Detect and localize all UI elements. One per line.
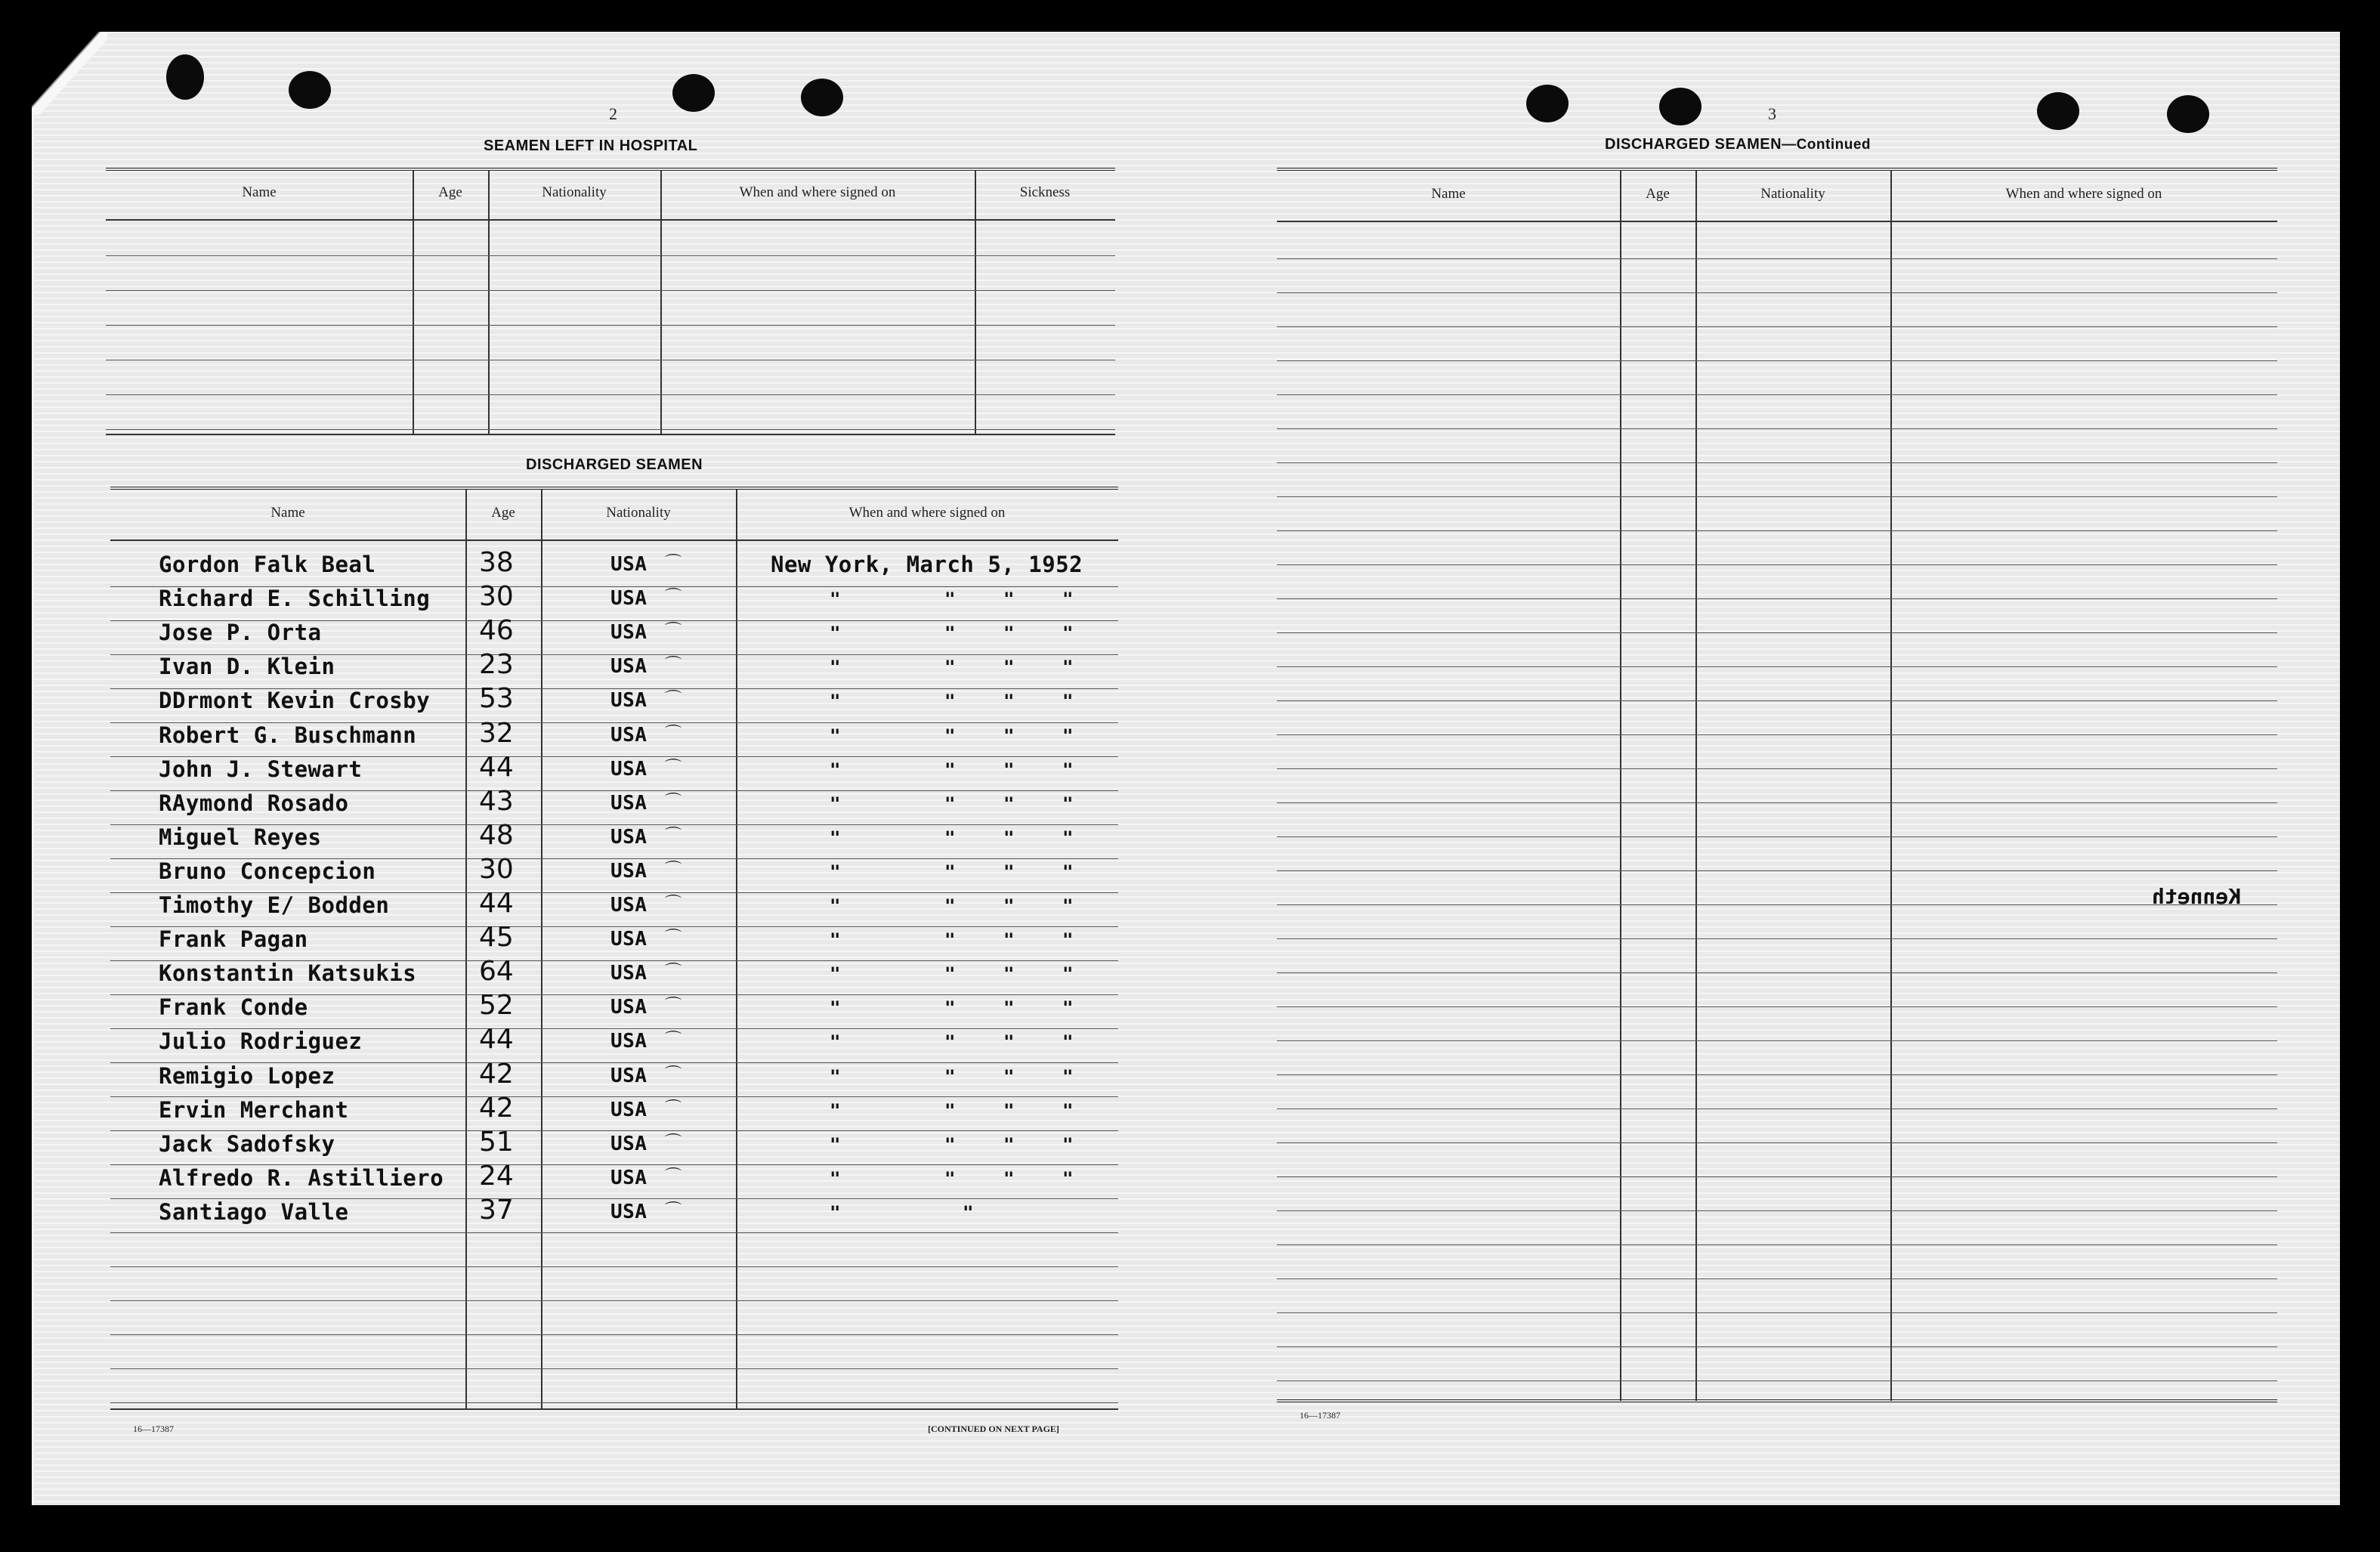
right-row-line (1277, 1346, 2277, 1347)
right-row-line (1277, 292, 2277, 293)
ditto-mark: " (944, 929, 956, 951)
seaman-nationality: USA (610, 1098, 648, 1121)
discharged-col-signed-on: When and where signed on (848, 505, 1006, 521)
ditto-mark: " (830, 1099, 841, 1121)
seaman-age: 44 (479, 888, 514, 919)
ditto-mark: " (830, 1167, 841, 1189)
seaman-nationality: USA (610, 1200, 648, 1223)
ditto-mark: " (1003, 1099, 1015, 1121)
check-mark: ⌒ (665, 792, 682, 812)
punch-hole (289, 71, 331, 109)
right-row-line (1277, 632, 2277, 633)
ditto-mark: " (944, 1167, 956, 1189)
seaman-nationality: USA (610, 723, 648, 747)
seaman-age: 23 (479, 649, 514, 681)
seaman-age: 30 (479, 853, 514, 885)
ditto-mark: " (944, 963, 956, 985)
right-page-number: 3 (1768, 104, 1776, 123)
seaman-name: Robert G. Buschmann (159, 722, 417, 748)
check-mark: ⌒ (665, 724, 682, 744)
check-mark: ⌒ (665, 1201, 682, 1220)
right-row-line (1277, 496, 2277, 497)
left-form-number: 16—17387 (133, 1424, 174, 1434)
check-mark: ⌒ (665, 929, 682, 948)
right-row-line (1277, 598, 2277, 599)
discharged-row-line (110, 1402, 1118, 1403)
ditto-mark: " (1003, 759, 1015, 781)
ditto-mark: " (830, 657, 841, 679)
ditto-mark: " (944, 1099, 956, 1121)
right-row-line (1277, 360, 2277, 361)
seaman-name: Frank Pagan (159, 926, 308, 953)
right-row-line (1277, 700, 2277, 701)
seaman-nationality: USA (610, 689, 648, 713)
right-row-line (1277, 326, 2277, 327)
right-row-line (1277, 394, 2277, 395)
hospital-col-nationality: Nationality (542, 184, 607, 200)
discharged-col-nationality: Nationality (606, 505, 671, 521)
right-row-line (1277, 666, 2277, 667)
check-mark: ⌒ (665, 1031, 682, 1050)
ditto-mark: " (1003, 793, 1015, 815)
seaman-name: RAymond Rosado (159, 790, 349, 816)
check-mark: ⌒ (665, 1099, 682, 1118)
ditto-mark: " (830, 793, 841, 815)
ditto-mark: " (1062, 623, 1074, 645)
ditto-mark: " (1003, 861, 1015, 883)
ditto-mark: " (830, 1031, 841, 1053)
ditto-mark: " (1003, 1133, 1015, 1155)
right-row-line (1277, 1142, 2277, 1143)
right-row-line (1277, 734, 2277, 735)
check-mark: ⌒ (665, 1167, 682, 1186)
seaman-nationality: USA (610, 859, 648, 883)
right-row-line (1277, 1074, 2277, 1075)
ditto-mark: " (1003, 963, 1015, 985)
seaman-age: 30 (479, 581, 514, 613)
ditto-mark: " (1062, 861, 1074, 883)
seaman-name: DDrmont Kevin Crosby (159, 688, 431, 714)
right-title (1605, 136, 1871, 153)
ditto-mark: " (1003, 1031, 1015, 1053)
hospital-row-line (106, 429, 1115, 430)
seaman-name: Richard E. Schilling (159, 586, 431, 612)
ditto-mark: " (830, 963, 841, 985)
seaman-nationality: USA (610, 587, 648, 611)
ditto-mark: " (944, 1031, 956, 1053)
punch-hole (2167, 95, 2209, 133)
right-bottom-rule (1277, 1399, 2277, 1402)
punch-hole (166, 54, 204, 100)
seaman-age: 64 (479, 956, 514, 988)
hospital-row-line (106, 255, 1115, 256)
ditto-mark: " (944, 759, 956, 781)
ditto-mark: " (944, 1133, 956, 1155)
seaman-nationality: USA (610, 621, 648, 645)
seaman-age: 48 (479, 819, 514, 851)
seaman-age: 37 (479, 1194, 514, 1226)
seaman-name: Julio Rodriguez (159, 1028, 363, 1055)
ditto-mark: " (1062, 1167, 1074, 1189)
seaman-age: 52 (479, 990, 514, 1022)
ditto-mark: " (1003, 623, 1015, 645)
check-mark: ⌒ (665, 622, 682, 642)
seaman-name: John J. Stewart (159, 756, 363, 782)
discharged-col-name: Name (270, 505, 305, 521)
seaman-age: 24 (479, 1160, 514, 1192)
seaman-name: Frank Conde (159, 994, 308, 1021)
right-header-rule (1277, 221, 2277, 222)
punch-hole (1659, 88, 1702, 125)
seaman-nationality: USA (610, 894, 648, 917)
ditto-mark: " (830, 895, 841, 917)
right-row-line (1277, 836, 2277, 837)
ditto-mark: " (830, 1065, 841, 1087)
discharged-col-age: Age (491, 505, 515, 521)
right-col-divider (1695, 171, 1697, 1401)
folded-corner (32, 32, 107, 115)
ditto-mark: " (1003, 997, 1015, 1019)
seaman-age: 46 (479, 615, 514, 647)
ditto-mark: " (1062, 929, 1074, 951)
ditto-mark: " (1062, 725, 1074, 747)
punch-hole (2037, 92, 2079, 130)
hospital-col-name: Name (242, 184, 277, 200)
right-row-line (1277, 1108, 2277, 1109)
seaman-nationality: USA (610, 1166, 648, 1189)
hospital-col-sickness: Sickness (1019, 184, 1071, 200)
ditto-mark: " (830, 725, 841, 747)
discharged-bottom-rule (110, 1408, 1118, 1410)
ditto-mark: " (830, 759, 841, 781)
ditto-mark: " (1062, 759, 1074, 781)
right-row-line (1277, 1278, 2277, 1279)
seaman-name: Timothy E/ Bodden (159, 892, 390, 918)
seaman-age: 42 (479, 1092, 514, 1124)
discharged-row-line (110, 1334, 1118, 1335)
seaman-nationality: USA (610, 1064, 648, 1087)
seaman-nationality: USA (610, 655, 648, 679)
ditto-mark: " (1062, 691, 1074, 713)
ditto-mark: " (830, 589, 841, 611)
seaman-age: 44 (479, 1024, 514, 1056)
ditto-mark: " (1062, 895, 1074, 917)
right-col-age: Age (1646, 186, 1670, 202)
seaman-age: 44 (479, 751, 514, 783)
ditto-mark: " (1062, 997, 1074, 1019)
right-row-line (1277, 802, 2277, 803)
seaman-name: Miguel Reyes (159, 824, 322, 850)
ditto-mark: " (963, 1201, 974, 1223)
right-col-divider (1620, 171, 1621, 1401)
ditto-mark: " (1062, 1031, 1074, 1053)
hospital-col-signed-on: When and where signed on (739, 184, 896, 200)
ditto-mark: " (1003, 895, 1015, 917)
seaman-name: Remigio Lopez (159, 1062, 335, 1089)
right-row-line (1277, 258, 2277, 259)
hospital-row-line (106, 290, 1115, 291)
seaman-name: Gordon Falk Beal (159, 552, 376, 577)
right-row-line (1277, 1006, 2277, 1007)
check-mark: ⌒ (665, 1065, 682, 1084)
ditto-mark: " (944, 657, 956, 679)
seaman-nationality: USA (610, 996, 648, 1019)
seaman-nationality: USA (610, 825, 648, 849)
seaman-name: Konstantin Katsukis (159, 960, 417, 987)
discharged-title: DISCHARGED SEAMEN (526, 456, 703, 473)
right-row-line (1277, 1312, 2277, 1313)
hospital-top-rule (106, 168, 1115, 171)
check-mark: ⌒ (665, 826, 682, 846)
check-mark: ⌒ (665, 554, 682, 573)
right-row-line (1277, 972, 2277, 973)
right-col-divider (1890, 171, 1892, 1401)
ditto-mark: " (944, 589, 956, 611)
check-mark: ⌒ (665, 895, 682, 914)
right-title-continued: —Continued (1782, 137, 1872, 153)
ditto-mark: " (944, 623, 956, 645)
discharged-col-divider (465, 490, 467, 1408)
ditto-mark: " (944, 1065, 956, 1087)
ditto-mark: " (830, 861, 841, 883)
right-row-line (1277, 428, 2277, 429)
right-row-line (1277, 1176, 2277, 1177)
ditto-mark: " (1003, 929, 1015, 951)
ditto-mark: " (1062, 963, 1074, 985)
punch-hole (672, 74, 715, 112)
right-col-nationality: Nationality (1760, 186, 1825, 202)
seaman-age: 45 (479, 922, 514, 954)
seaman-name: Jack Sadofsky (159, 1130, 335, 1157)
ditto-mark: " (1003, 1167, 1015, 1189)
right-row-line (1277, 870, 2277, 871)
ditto-mark: " (944, 861, 956, 883)
hospital-row-line (106, 325, 1115, 326)
discharged-row-line (110, 1232, 1118, 1233)
check-mark: ⌒ (665, 1133, 682, 1152)
seaman-age: 32 (479, 717, 514, 749)
seaman-age: 42 (479, 1058, 514, 1090)
ditto-mark: " (830, 929, 841, 951)
seaman-nationality: USA (610, 1132, 648, 1155)
right-row-line (1277, 1040, 2277, 1041)
right-row-line (1277, 768, 2277, 769)
check-mark: ⌒ (665, 963, 682, 982)
punch-hole (801, 79, 843, 116)
seaman-age: 51 (479, 1126, 514, 1158)
discharged-header-rule (110, 539, 1118, 541)
ditto-mark: " (830, 1133, 841, 1155)
hospital-bottom-rule (106, 434, 1115, 435)
ditto-mark: " (1003, 589, 1015, 611)
right-row-line (1277, 904, 2277, 905)
ditto-mark: " (830, 827, 841, 849)
ditto-mark: " (944, 793, 956, 815)
right-title-main: DISCHARGED SEAMEN (1605, 136, 1782, 153)
ditto-mark: " (1003, 827, 1015, 849)
discharged-row-line (110, 1300, 1118, 1301)
signed-on-place-date: New York, March 5, 1952 (771, 552, 1083, 577)
check-mark: ⌒ (665, 860, 682, 880)
seaman-name: Ivan D. Klein (159, 654, 335, 680)
ditto-mark: " (1062, 1133, 1074, 1155)
discharged-col-divider (541, 490, 542, 1408)
ditto-mark: " (830, 1201, 841, 1223)
right-row-line (1277, 564, 2277, 565)
ditto-mark: " (830, 997, 841, 1019)
hospital-title: SEAMEN LEFT IN HOSPITAL (484, 138, 698, 154)
ditto-mark: " (944, 827, 956, 849)
seaman-name: Jose P. Orta (159, 620, 322, 646)
ditto-mark: " (830, 623, 841, 645)
ditto-mark: " (944, 691, 956, 713)
continued-note: [CONTINUED ON NEXT PAGE] (928, 1424, 1059, 1434)
left-page-number: 2 (609, 104, 617, 123)
seaman-nationality: USA (610, 791, 648, 815)
ditto-mark: " (1003, 657, 1015, 679)
check-mark: ⌒ (665, 758, 682, 778)
discharged-row-line (110, 1266, 1118, 1267)
ditto-mark: " (944, 997, 956, 1019)
right-row-line (1277, 938, 2277, 939)
seaman-nationality: USA (610, 962, 648, 985)
bleed-through-name: Kenneth (2152, 884, 2242, 909)
ditto-mark: " (1062, 1065, 1074, 1087)
ditto-mark: " (944, 725, 956, 747)
punch-hole (1526, 85, 1569, 122)
right-row-line (1277, 1244, 2277, 1245)
seaman-nationality: USA (610, 1030, 648, 1053)
seaman-nationality: USA (610, 757, 648, 781)
seaman-age: 43 (479, 785, 514, 817)
ditto-mark: " (1062, 793, 1074, 815)
ditto-mark: " (1062, 589, 1074, 611)
right-col-signed-on: When and where signed on (2005, 186, 2162, 202)
hospital-row-line (106, 394, 1115, 395)
right-top-rule (1277, 168, 2277, 171)
hospital-header-rule (106, 219, 1115, 221)
ditto-mark: " (830, 691, 841, 713)
seaman-nationality: USA (610, 928, 648, 951)
seaman-name: Bruno Concepcion (159, 858, 376, 884)
right-row-line (1277, 462, 2277, 463)
ditto-mark: " (1062, 657, 1074, 679)
ditto-mark: " (944, 895, 956, 917)
check-mark: ⌒ (665, 588, 682, 608)
ditto-mark: " (1003, 725, 1015, 747)
right-row-line (1277, 1380, 2277, 1381)
hospital-col-age: Age (438, 184, 462, 200)
ditto-mark: " (1003, 1065, 1015, 1087)
right-col-name: Name (1431, 186, 1466, 202)
check-mark: ⌒ (665, 656, 682, 676)
right-row-line (1277, 1210, 2277, 1211)
discharged-col-divider (736, 490, 737, 1408)
right-form-number: 16—17387 (1300, 1410, 1340, 1421)
seaman-name: Alfredo R. Astilliero (159, 1164, 444, 1191)
ditto-mark: " (1003, 691, 1015, 713)
ditto-mark: " (1062, 827, 1074, 849)
seaman-name: Santiago Valle (159, 1198, 349, 1225)
seaman-name: Ervin Merchant (159, 1096, 349, 1123)
check-mark: ⌒ (665, 690, 682, 710)
discharged-top-rule (110, 487, 1118, 490)
seaman-age: 38 (479, 547, 514, 578)
right-row-line (1277, 530, 2277, 531)
check-mark: ⌒ (665, 997, 682, 1016)
ditto-mark: " (1062, 1099, 1074, 1121)
discharged-row-line (110, 1368, 1118, 1369)
seaman-nationality: USA (610, 553, 648, 576)
seaman-age: 53 (479, 683, 514, 715)
